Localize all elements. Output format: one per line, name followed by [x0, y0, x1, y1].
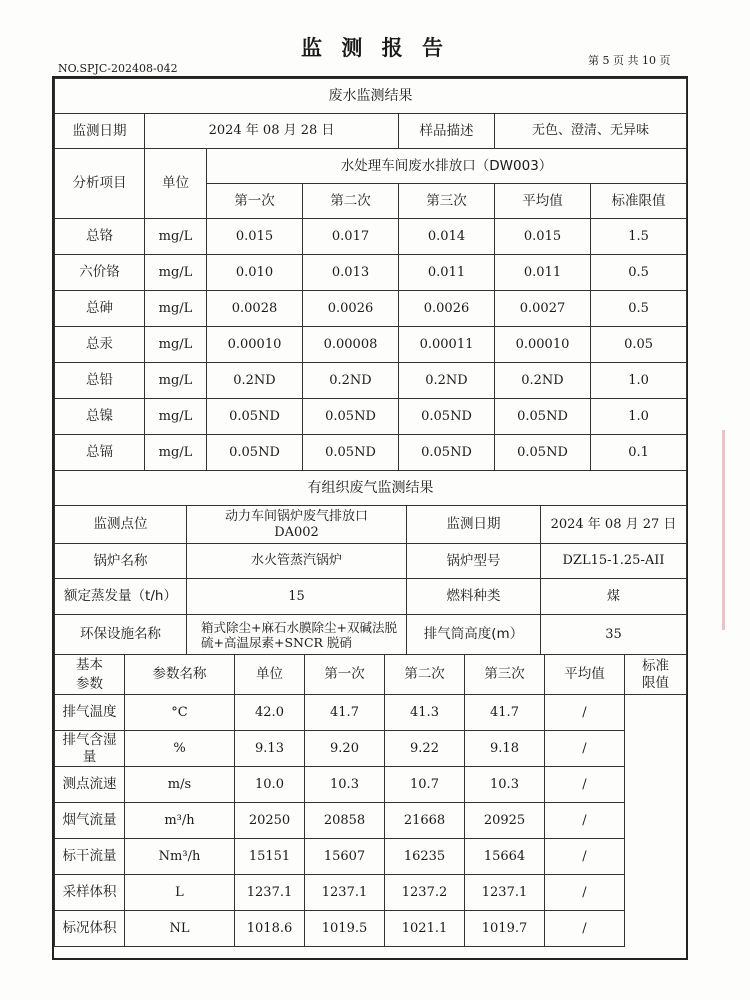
ww-cell-v1: 0.2ND: [207, 363, 303, 399]
ww-cell-item: 总砷: [55, 291, 145, 327]
gas-table-row: [55, 731, 687, 767]
gas-date-value: 2024 年 08 月 27 日: [541, 506, 687, 544]
gas-cell-limit: /: [545, 731, 625, 767]
ww-unit-header: 单位: [145, 149, 207, 219]
ww-cell-v1: 0.010: [207, 255, 303, 291]
gas-col-header: 平均值: [545, 655, 625, 695]
gas-cell-unit: °C: [125, 695, 235, 731]
gas-cell-v1: 42.0: [235, 695, 305, 731]
gas-cell-v3: 41.3: [385, 695, 465, 731]
ww-cell-item: 总铅: [55, 363, 145, 399]
gas-cell-v1: 10.0: [235, 767, 305, 803]
ww-cell-item: 总镉: [55, 435, 145, 471]
gas-cell-name: 采样体积: [55, 875, 125, 911]
ww-cell-limit: 1.0: [591, 363, 687, 399]
ww-cell-v2: 0.00008: [303, 327, 399, 363]
gas-cell-v2: 41.7: [305, 695, 385, 731]
ww-table-row: [55, 399, 687, 435]
param-unit-header: 单位: [235, 655, 305, 695]
gas-cell-avg: 10.3: [465, 767, 545, 803]
ww-table-row: [55, 291, 687, 327]
gas-cell-v3: 9.22: [385, 731, 465, 767]
ww-cell-avg: 0.0027: [495, 291, 591, 327]
ww-cell-v1: 0.015: [207, 219, 303, 255]
boiler-model-value: DZL15-1.25-AII: [541, 544, 687, 579]
ww-sample-value: 无色、澄清、无异味: [495, 114, 687, 149]
ww-col-header: 第一次: [207, 184, 303, 219]
ww-cell-avg: 0.011: [495, 255, 591, 291]
gas-cell-limit: /: [545, 839, 625, 875]
ww-cell-avg: 0.2ND: [495, 363, 591, 399]
ww-cell-limit: 0.05: [591, 327, 687, 363]
ww-cell-limit: 1.5: [591, 219, 687, 255]
limit-header-text: 标准限值: [642, 658, 669, 691]
facility-label: 环保设施名称: [55, 615, 187, 655]
gas-cell-unit: L: [125, 875, 235, 911]
gas-table-row: [55, 767, 687, 803]
ww-table-row: [55, 327, 687, 363]
boiler-name-label: 锅炉名称: [55, 544, 187, 579]
ww-cell-v3: 0.014: [399, 219, 495, 255]
ww-cell-v3: 0.00011: [399, 327, 495, 363]
gas-col-header: 第三次: [465, 655, 545, 695]
ww-cell-v3: 0.05ND: [399, 435, 495, 471]
ww-cell-limit: 0.5: [591, 291, 687, 327]
ww-cell-unit: mg/L: [145, 363, 207, 399]
gas-cell-v3: 21668: [385, 803, 465, 839]
gas-cell-avg: 9.18: [465, 731, 545, 767]
wastewater-table: [54, 78, 687, 471]
seal-edge: [722, 430, 747, 630]
ww-cell-unit: mg/L: [145, 291, 207, 327]
report-frame: [52, 76, 688, 960]
ww-cell-v3: 0.011: [399, 255, 495, 291]
steam-capacity-value: 15: [187, 579, 407, 615]
gas-cell-limit: /: [545, 911, 625, 947]
wastewater-section-title: 废水监测结果: [55, 79, 687, 114]
ww-cell-v1: 0.05ND: [207, 435, 303, 471]
ww-cell-item: 总铬: [55, 219, 145, 255]
gas-cell-name: 测点流速: [55, 767, 125, 803]
ww-table-row: [55, 363, 687, 399]
ww-date-label: 监测日期: [55, 114, 145, 149]
ww-cell-unit: mg/L: [145, 219, 207, 255]
ww-cell-v3: 0.2ND: [399, 363, 495, 399]
ww-cell-v2: 0.013: [303, 255, 399, 291]
gas-info-table: [54, 470, 687, 655]
gas-table-row: [55, 839, 687, 875]
gas-cell-limit: /: [545, 695, 625, 731]
gas-cell-v2: 20858: [305, 803, 385, 839]
gas-table-row: [55, 695, 687, 731]
ww-cell-v2: 0.05ND: [303, 435, 399, 471]
ww-sample-label: 样品描述: [399, 114, 495, 149]
gas-cell-limit: /: [545, 803, 625, 839]
ww-date-value: 2024 年 08 月 28 日: [145, 114, 399, 149]
ww-col-header: 平均值: [495, 184, 591, 219]
gas-section-title: 有组织废气监测结果: [55, 471, 687, 506]
ww-cell-limit: 1.0: [591, 399, 687, 435]
report-title: 监 测 报 告: [301, 36, 449, 60]
gas-point-label: 监测点位: [55, 506, 187, 544]
gas-cell-avg: 20925: [465, 803, 545, 839]
ww-cell-v3: 0.0026: [399, 291, 495, 327]
gas-cell-limit: /: [545, 875, 625, 911]
fuel-type-label: 燃料种类: [407, 579, 541, 615]
gas-cell-avg: 15664: [465, 839, 545, 875]
gas-cell-unit: NL: [125, 911, 235, 947]
gas-cell-v3: 1021.1: [385, 911, 465, 947]
ww-cell-avg: 0.05ND: [495, 435, 591, 471]
steam-capacity-label: 额定蒸发量（t/h）: [55, 579, 187, 615]
gas-cell-avg: 41.7: [465, 695, 545, 731]
ww-cell-limit: 0.5: [591, 255, 687, 291]
gas-cell-name: 标况体积: [55, 911, 125, 947]
gas-cell-v1: 1237.1: [235, 875, 305, 911]
ww-cell-v2: 0.017: [303, 219, 399, 255]
ww-cell-avg: 0.00010: [495, 327, 591, 363]
gas-cell-limit: /: [545, 767, 625, 803]
ww-cell-item: 六价铬: [55, 255, 145, 291]
gas-cell-v1: 20250: [235, 803, 305, 839]
gas-col-header: 第一次: [305, 655, 385, 695]
gas-cell-v1: 9.13: [235, 731, 305, 767]
param-name-header: 参数名称: [125, 655, 235, 695]
gas-cell-v2: 1019.5: [305, 911, 385, 947]
gas-cell-name: 排气温度: [55, 695, 125, 731]
ww-cell-avg: 0.015: [495, 219, 591, 255]
ww-cell-v1: 0.05ND: [207, 399, 303, 435]
gas-cell-v2: 15607: [305, 839, 385, 875]
ww-cell-v3: 0.05ND: [399, 399, 495, 435]
ww-cell-item: 总汞: [55, 327, 145, 363]
gas-cell-avg: 1237.1: [465, 875, 545, 911]
gas-date-label: 监测日期: [407, 506, 541, 544]
gas-cell-unit: m³/h: [125, 803, 235, 839]
gas-table-row: [55, 911, 687, 947]
fuel-type-value: 煤: [541, 579, 687, 615]
ww-item-header: 分析项目: [55, 149, 145, 219]
basic-params-text: 基本参数: [76, 657, 103, 692]
gas-cell-v1: 1018.6: [235, 911, 305, 947]
gas-cell-v3: 1237.2: [385, 875, 465, 911]
ww-cell-unit: mg/L: [145, 399, 207, 435]
facility-value: 箱式除尘+麻石水膜除尘+双碱法脱硫+高温尿素+SNCR 脱硝: [187, 615, 407, 655]
gas-cell-v1: 15151: [235, 839, 305, 875]
gas-cell-unit: m/s: [125, 767, 235, 803]
ww-cell-unit: mg/L: [145, 327, 207, 363]
stack-height-value: 35: [541, 615, 687, 655]
ww-table-row: [55, 255, 687, 291]
basic-params-label: [55, 655, 125, 695]
gas-cell-v2: 9.20: [305, 731, 385, 767]
ww-cell-unit: mg/L: [145, 255, 207, 291]
ww-cell-unit: mg/L: [145, 435, 207, 471]
ww-col-header: 第三次: [399, 184, 495, 219]
page-info: 第 5 页 共 10 页: [588, 54, 671, 67]
ww-table-row: [55, 219, 687, 255]
gas-table-row: [55, 803, 687, 839]
gas-cell-v2: 1237.1: [305, 875, 385, 911]
boiler-model-label: 锅炉型号: [407, 544, 541, 579]
ww-col-header: 第二次: [303, 184, 399, 219]
ww-table-row: [55, 435, 687, 471]
gas-cell-name: 烟气流量: [55, 803, 125, 839]
ww-cell-v1: 0.00010: [207, 327, 303, 363]
boiler-name-value: 水火管蒸汽锅炉: [187, 544, 407, 579]
ww-cell-item: 总镍: [55, 399, 145, 435]
gas-params-table: [54, 654, 687, 947]
ww-cell-avg: 0.05ND: [495, 399, 591, 435]
ww-cell-v2: 0.0026: [303, 291, 399, 327]
gas-cell-name: 标干流量: [55, 839, 125, 875]
ww-cell-v2: 0.05ND: [303, 399, 399, 435]
gas-point-value: 动力车间锅炉废气排放口DA002: [187, 506, 407, 544]
stack-height-label: 排气筒高度(m）: [407, 615, 541, 655]
document-number: NO.SPJC-202408-042: [58, 62, 178, 75]
ww-cell-v1: 0.0028: [207, 291, 303, 327]
gas-table-row: [55, 875, 687, 911]
gas-cell-avg: 1019.7: [465, 911, 545, 947]
gas-cell-v3: 10.7: [385, 767, 465, 803]
ww-cell-limit: 0.1: [591, 435, 687, 471]
gas-cell-v3: 16235: [385, 839, 465, 875]
gas-col-header: 第二次: [385, 655, 465, 695]
gas-cell-unit: Nm³/h: [125, 839, 235, 875]
gas-cell-v2: 10.3: [305, 767, 385, 803]
gas-cell-name: 排气含湿量: [55, 731, 125, 767]
gas-cell-unit: %: [125, 731, 235, 767]
ww-cell-v2: 0.2ND: [303, 363, 399, 399]
ww-outlet-title: 水处理车间废水排放口（DW003）: [207, 149, 687, 184]
gas-col-header: [625, 655, 687, 695]
ww-col-header: 标准限值: [591, 184, 687, 219]
